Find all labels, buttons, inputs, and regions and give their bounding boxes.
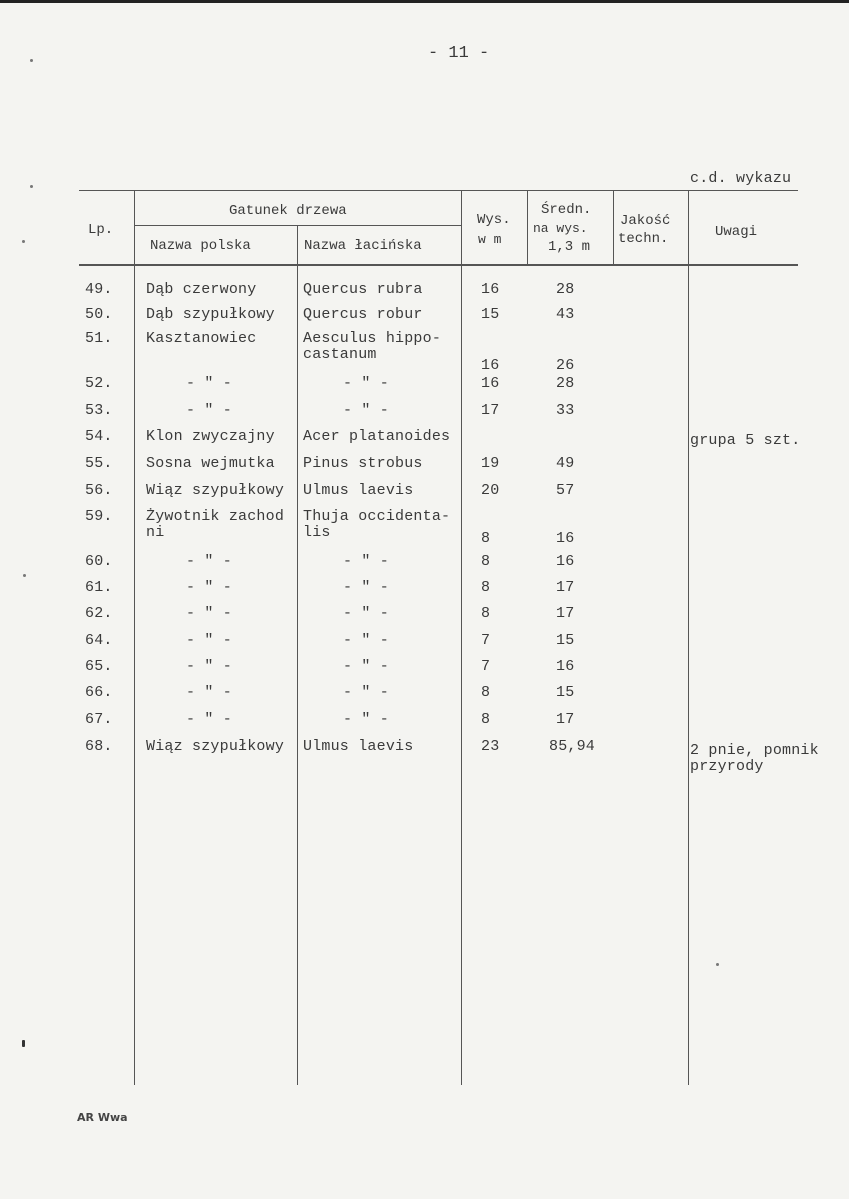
cell-polish-name: - " - <box>186 684 233 701</box>
cell-lp: 51. <box>85 330 113 347</box>
margin-speck <box>30 59 33 62</box>
margin-speck <box>23 574 26 577</box>
cell-latin-name: - " - <box>343 684 390 701</box>
cell-height: 8 <box>481 684 491 701</box>
cell-height: 20 <box>481 482 500 499</box>
cell-latin-name: - " - <box>343 553 390 570</box>
cell-diameter: 17 <box>556 579 575 596</box>
cell-diameter: 17 <box>556 711 575 728</box>
cell-latin-name: - " - <box>343 658 390 675</box>
cell-polish-name: Kasztanowiec <box>146 330 257 347</box>
cell-height: 8 <box>481 553 491 570</box>
cell-height: 8 <box>481 530 491 547</box>
cell-height: 16 <box>481 357 500 374</box>
header-latin-name: Nazwa łacińska <box>304 238 422 254</box>
col-rule-5 <box>613 190 614 266</box>
cell-polish-name: - " - <box>186 632 233 649</box>
cell-polish-name: Dąb szypułkowy <box>146 306 275 323</box>
header-bottom-rule <box>79 264 798 266</box>
cell-diameter: 16 <box>556 658 575 675</box>
cell-polish-name: Klon zwyczajny <box>146 428 275 445</box>
header-quality-1: Jakość <box>620 213 671 229</box>
cell-latin-name: Ulmus laevis <box>303 482 414 499</box>
cell-latin-name: - " - <box>343 711 390 728</box>
cell-height: 19 <box>481 455 500 472</box>
cell-lp: 54. <box>85 428 113 445</box>
cell-height: 16 <box>481 375 500 392</box>
cell-diameter: 16 <box>556 530 575 547</box>
cell-lp: 67. <box>85 711 113 728</box>
cell-diameter: 85,94 <box>549 738 596 755</box>
cell-lp: 64. <box>85 632 113 649</box>
cell-polish-name: ni <box>146 524 165 541</box>
cell-diameter: 26 <box>556 357 575 374</box>
cell-remarks: 2 pnie, pomnik <box>690 742 819 759</box>
cell-lp: 59. <box>85 508 113 525</box>
cell-diameter: 49 <box>556 455 575 472</box>
cell-lp: 52. <box>85 375 113 392</box>
margin-speck <box>30 185 33 188</box>
header-polish-name: Nazwa polska <box>150 238 251 254</box>
cell-polish-name: - " - <box>186 375 233 392</box>
cell-height: 7 <box>481 658 491 675</box>
cell-diameter: 17 <box>556 605 575 622</box>
cell-latin-name: - " - <box>343 375 390 392</box>
header-quality-2: techn. <box>618 231 669 247</box>
header-top-rule <box>79 190 798 191</box>
cell-latin-name: Ulmus laevis <box>303 738 414 755</box>
col-rule-6 <box>688 190 689 1085</box>
cell-height: 16 <box>481 281 500 298</box>
cell-polish-name: - " - <box>186 579 233 596</box>
header-species: Gatunek drzewa <box>229 203 347 219</box>
cell-latin-name: - " - <box>343 402 390 419</box>
header-diam-2: na wys. <box>533 221 588 236</box>
cell-polish-name: Żywotnik zachod <box>146 508 285 525</box>
cell-diameter: 28 <box>556 375 575 392</box>
header-height-2: w m <box>478 232 502 247</box>
cell-diameter: 28 <box>556 281 575 298</box>
cell-height: 17 <box>481 402 500 419</box>
cell-lp: 49. <box>85 281 113 298</box>
cell-height: 8 <box>481 579 491 596</box>
col-rule-1 <box>134 190 135 1085</box>
cell-diameter: 15 <box>556 684 575 701</box>
cell-lp: 60. <box>85 553 113 570</box>
cell-polish-name: - " - <box>186 658 233 675</box>
cell-height: 8 <box>481 605 491 622</box>
cell-latin-name: Quercus rubra <box>303 281 423 298</box>
cell-polish-name: Wiąz szypułkowy <box>146 738 285 755</box>
cell-polish-name: - " - <box>186 711 233 728</box>
header-remarks: Uwagi <box>715 224 758 240</box>
header-diam-1: Średn. <box>541 202 592 218</box>
cell-latin-name: Aesculus hippo- <box>303 330 442 347</box>
continuation-note: c.d. wykazu <box>690 170 792 187</box>
top-edge <box>0 0 849 3</box>
cell-latin-name: - " - <box>343 632 390 649</box>
cell-lp: 68. <box>85 738 113 755</box>
cell-latin-name: castanum <box>303 346 377 363</box>
cell-latin-name: - " - <box>343 579 390 596</box>
col-rule-4 <box>527 190 528 266</box>
cell-polish-name: Dąb czerwony <box>146 281 257 298</box>
margin-speck <box>716 963 719 966</box>
cell-latin-name: lis <box>303 524 331 541</box>
cell-latin-name: - " - <box>343 605 390 622</box>
col-rule-3 <box>461 190 462 1085</box>
cell-lp: 61. <box>85 579 113 596</box>
cell-lp: 50. <box>85 306 113 323</box>
cell-latin-name: Quercus robur <box>303 306 423 323</box>
cell-diameter: 33 <box>556 402 575 419</box>
cell-polish-name: - " - <box>186 402 233 419</box>
margin-speck <box>22 1040 25 1047</box>
cell-diameter: 57 <box>556 482 575 499</box>
cell-height: 23 <box>481 738 500 755</box>
cell-height: 7 <box>481 632 491 649</box>
cell-diameter: 15 <box>556 632 575 649</box>
cell-lp: 66. <box>85 684 113 701</box>
cell-polish-name: - " - <box>186 553 233 570</box>
cell-lp: 65. <box>85 658 113 675</box>
cell-polish-name: Sosna wejmutka <box>146 455 275 472</box>
header-lp: Lp. <box>88 222 114 238</box>
col-rule-2 <box>297 225 298 1085</box>
cell-diameter: 16 <box>556 553 575 570</box>
page-number: - 11 - <box>428 44 490 63</box>
cell-lp: 62. <box>85 605 113 622</box>
cell-lp: 55. <box>85 455 113 472</box>
margin-speck <box>22 240 25 243</box>
cell-remarks: przyrody <box>690 758 764 775</box>
cell-polish-name: - " - <box>186 605 233 622</box>
cell-latin-name: Thuja occidenta- <box>303 508 451 525</box>
header-height-1: Wys. <box>477 212 511 228</box>
cell-remarks: grupa 5 szt. <box>690 432 801 449</box>
cell-lp: 53. <box>85 402 113 419</box>
cell-lp: 56. <box>85 482 113 499</box>
cell-latin-name: Pinus strobus <box>303 455 423 472</box>
header-diam-3: 1,3 m <box>548 239 591 255</box>
cell-height: 8 <box>481 711 491 728</box>
cell-height: 15 <box>481 306 500 323</box>
cell-polish-name: Wiąz szypułkowy <box>146 482 285 499</box>
cell-diameter: 43 <box>556 306 575 323</box>
footer-archive-mark: AR Wwa <box>77 1111 128 1124</box>
cell-latin-name: Acer platanoides <box>303 428 451 445</box>
